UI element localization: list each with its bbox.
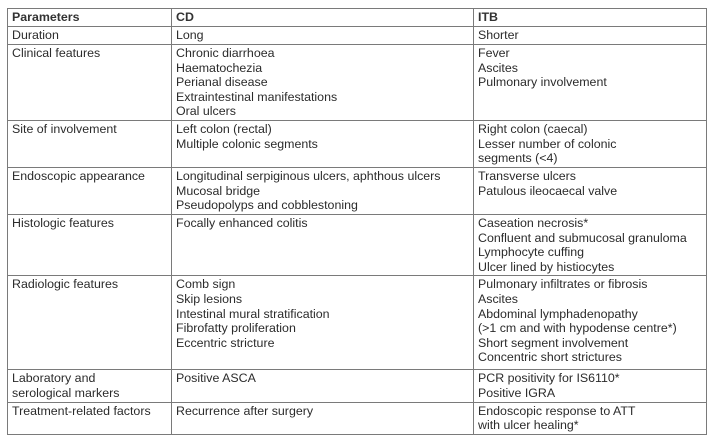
parameter-cell (8, 27, 172, 45)
itb-item: Concentric short strictures (478, 350, 622, 365)
parameter-label: Laboratory and (12, 371, 96, 386)
cd-cell (172, 215, 474, 276)
header-parameters: Parameters (8, 9, 172, 27)
header-itb: ITB (474, 9, 707, 27)
cd-cell (172, 276, 474, 370)
parameter-label: Treatment-related factors (12, 403, 151, 418)
cd-item: Mucosal bridge (176, 183, 261, 198)
cd-cell (172, 121, 474, 168)
table-row-treatment-related-factors (8, 402, 707, 434)
itb-item: Transverse ulcers (478, 169, 577, 183)
cd-item: Intestinal mural stratification (176, 306, 330, 321)
parameter-label: Histologic features (12, 216, 114, 230)
itb-cell (474, 27, 707, 45)
cd-item: Eccentric stricture (176, 335, 275, 350)
itb-item: Right colon (caecal) (478, 122, 588, 136)
itb-item: (>1 cm and with hypodense centre*) (478, 321, 677, 336)
cd-item: Fibrofatty proliferation (176, 321, 296, 336)
itb-item: PCR positivity for IS6110* (478, 371, 620, 386)
cd-item: Positive ASCA (176, 371, 256, 386)
itb-item: Ascites (478, 60, 518, 75)
parameter-label: Duration (12, 28, 59, 42)
cd-item: Chronic diarrhoea (176, 46, 275, 60)
table-row-site-of-involvement (8, 121, 707, 168)
parameter-label: serological markers (12, 385, 120, 400)
parameter-cell (8, 276, 172, 370)
itb-cell (474, 402, 707, 434)
itb-item: Lymphocyte cuffing (478, 245, 585, 260)
itb-item: Abdominal lymphadenopathy (478, 306, 638, 321)
itb-cell (474, 45, 707, 121)
cd-item: Longitudinal serpiginous ulcers, aphthous ulcers (176, 169, 441, 183)
cd-item: Recurrence after surgery (176, 403, 314, 418)
itb-cell (474, 370, 707, 402)
header-cd: CD (172, 9, 474, 27)
cd-cell (172, 45, 474, 121)
cd-item: Left colon (rectal) (176, 122, 272, 136)
itb-item: Ulcer lined by histiocytes (478, 259, 615, 274)
parameter-cell (8, 370, 172, 402)
cd-item: Multiple colonic segments (176, 136, 318, 151)
table-header-row (8, 9, 707, 27)
table-row-duration (8, 27, 707, 45)
cd-item: Focally enhanced colitis (176, 216, 308, 230)
itb-item: Lesser number of colonic (478, 136, 617, 151)
cd-item: Long (176, 28, 204, 42)
table-row-clinical-features (8, 45, 707, 121)
cd-item: Skip lesions (176, 291, 243, 306)
itb-item: Shorter (478, 28, 519, 42)
itb-cell (474, 215, 707, 276)
itb-item: Short segment involvement (478, 335, 629, 350)
itb-item: Pulmonary infiltrates or fibrosis (478, 277, 648, 292)
parameter-cell (8, 168, 172, 215)
itb-item: segments (<4) (478, 151, 558, 166)
itb-cell (474, 276, 707, 370)
itb-item: Patulous ileocaecal valve (478, 183, 618, 198)
cd-item: Perianal disease (176, 75, 268, 90)
table-row-histologic-features (8, 215, 707, 276)
itb-item: with ulcer healing* (478, 418, 579, 433)
itb-item: Pulmonary involvement (478, 75, 607, 90)
itb-cell (474, 168, 707, 215)
cd-cell (172, 370, 474, 402)
itb-item: Ascites (478, 291, 518, 306)
table-row-endoscopic-appearance (8, 168, 707, 215)
parameter-cell (8, 121, 172, 168)
itb-item: Caseation necrosis* (478, 216, 589, 230)
cd-item: Extraintestinal manifestations (176, 89, 338, 104)
table-row-laboratory-markers (8, 370, 707, 402)
cd-cell (172, 402, 474, 434)
parameter-label: Site of involvement (12, 122, 117, 136)
itb-item: Fever (478, 46, 510, 60)
table-row-radiologic-features (8, 276, 707, 370)
cd-item: Pseudopolyps and cobblestoning (176, 198, 358, 213)
cd-item: Oral ulcers (176, 104, 236, 119)
cd-item: Comb sign (176, 277, 236, 292)
cd-vs-itb-comparison-table (7, 8, 707, 435)
cd-cell (172, 168, 474, 215)
parameter-label: Clinical features (12, 46, 101, 60)
itb-cell (474, 121, 707, 168)
cd-item: Haematochezia (176, 60, 263, 75)
parameter-cell (8, 402, 172, 434)
itb-item: Endoscopic response to ATT (478, 403, 636, 418)
parameter-label: Radiologic features (12, 277, 119, 292)
itb-item: Positive IGRA (478, 385, 556, 400)
parameter-cell (8, 215, 172, 276)
cd-cell (172, 27, 474, 45)
parameter-label: Endoscopic appearance (12, 169, 145, 183)
parameter-cell (8, 45, 172, 121)
itb-item: Confluent and submucosal granuloma (478, 230, 687, 245)
